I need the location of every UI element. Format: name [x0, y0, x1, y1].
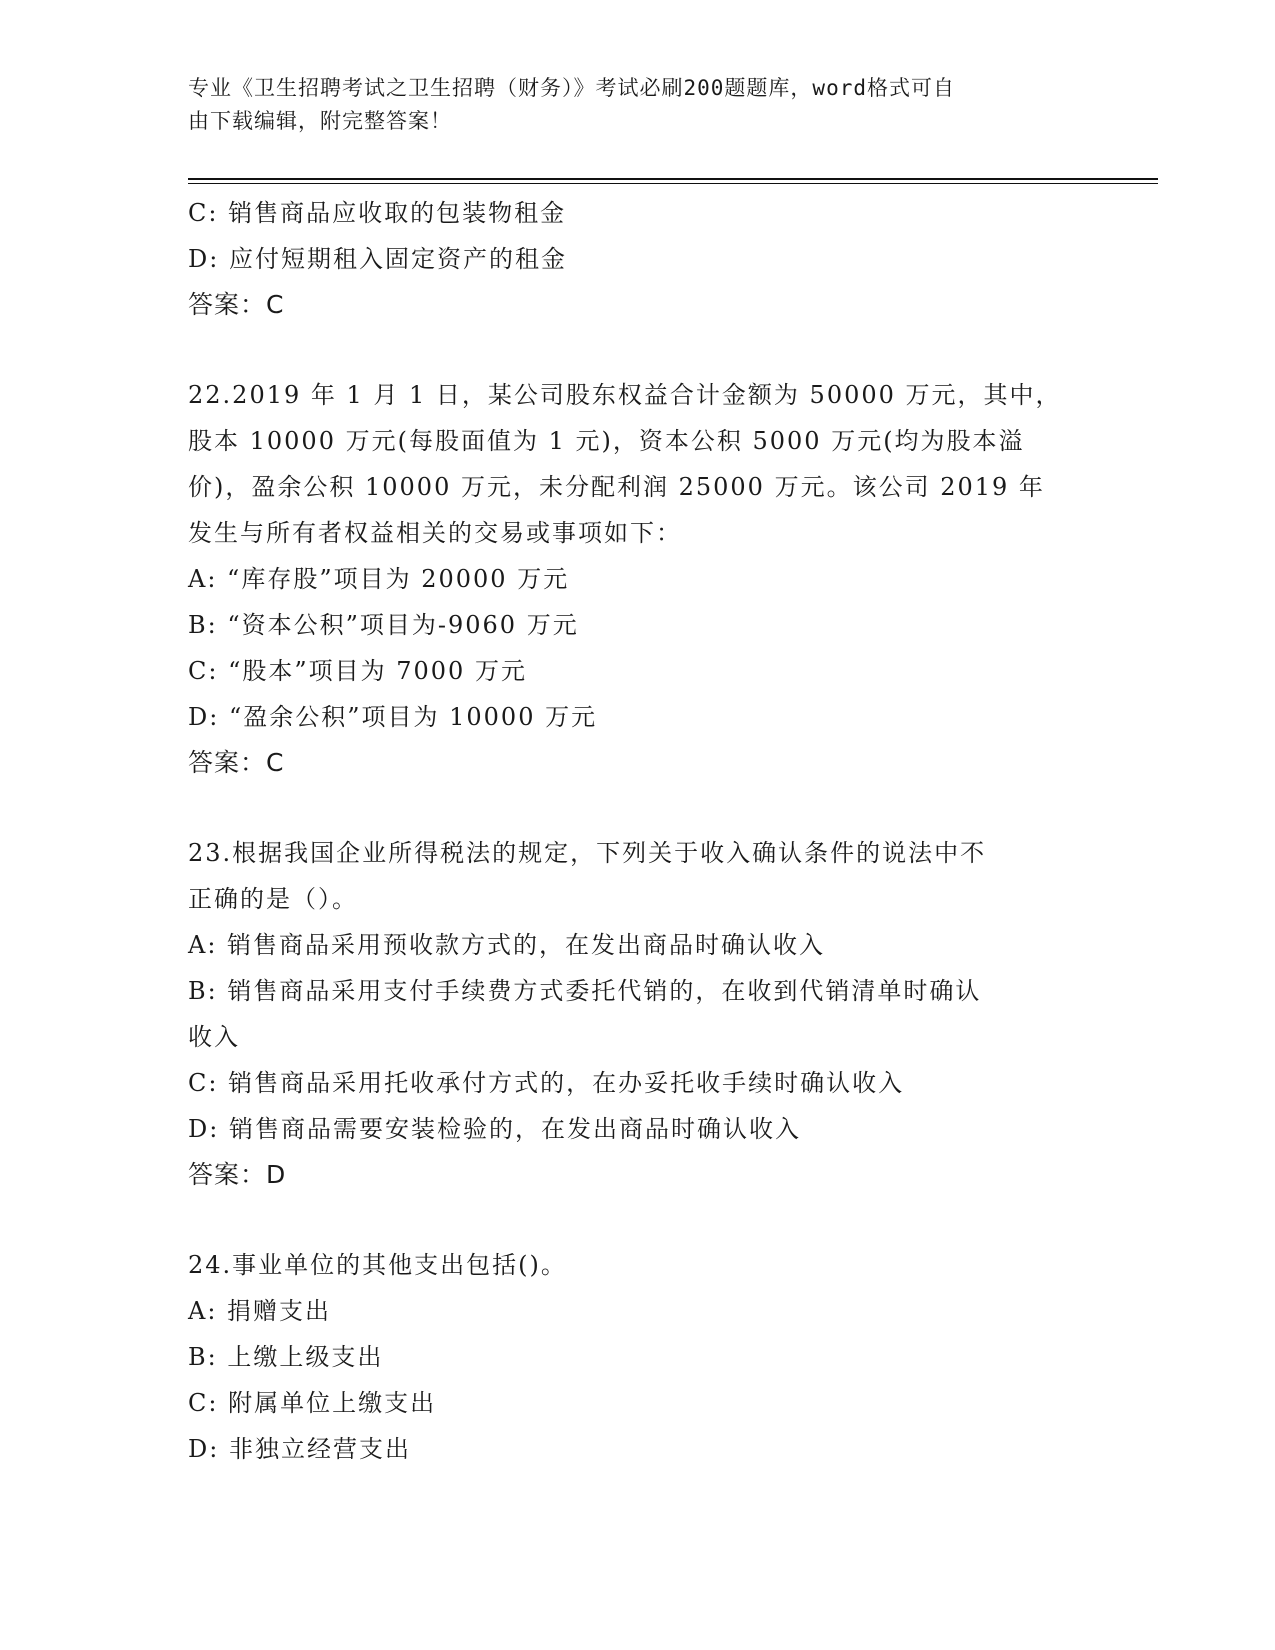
q23-answer: 答案：D	[188, 1160, 287, 1189]
q23-option-c: C: 销售商品采用托收承付方式的，在办妥托收手续时确认收入	[188, 1069, 905, 1097]
header-rule-thin	[188, 183, 1158, 184]
q22-option-b: B: “资本公积”项目为-9060 万元	[188, 611, 579, 639]
q22-stem-line-2: 股本 10000 万元(每股面值为 1 元)，资本公积 5000 万元(均为股本溢	[188, 427, 1025, 455]
q23-stem-line-1: 23.根据我国企业所得税法的规定，下列关于收入确认条件的说法中不	[188, 839, 987, 867]
q23-option-a: A: 销售商品采用预收款方式的，在发出商品时确认收入	[188, 931, 826, 959]
q23-option-d: D: 销售商品需要安装检验的，在发出商品时确认收入	[188, 1115, 801, 1143]
header-line-2: 由下载编辑，附完整答案！	[188, 109, 452, 133]
q23-option-b-line-1: B: 销售商品采用支付手续费方式委托代销的，在收到代销清单时确认	[188, 977, 982, 1005]
question-21-tail	[188, 190, 1088, 328]
header-line-1: 专业《卫生招聘考试之卫生招聘（财务）》考试必刷200题题库，word格式可自	[188, 76, 955, 100]
q23-option-b-line-2: 收入	[188, 1023, 240, 1051]
spacer	[188, 786, 1088, 830]
q21-answer: 答案：C	[188, 290, 285, 319]
q21-option-c: C: 销售商品应收取的包装物租金	[188, 199, 567, 227]
question-24	[188, 1242, 1088, 1472]
q22-stem-line-3: 价)，盈余公积 10000 万元，未分配利润 25000 万元。该公司 2019 年	[188, 473, 1045, 501]
spacer	[188, 328, 1088, 372]
q22-stem-line-1: 22.2019 年 1 月 1 日，某公司股东权益合计金额为 50000 万元，其中，	[188, 381, 1062, 409]
q22-stem-line-4: 发生与所有者权益相关的交易或事项如下：	[188, 519, 682, 547]
q24-option-d: D: 非独立经营支出	[188, 1435, 411, 1463]
q24-option-a: A: 捐赠支出	[188, 1297, 332, 1325]
q24-option-b: B: 上缴上级支出	[188, 1343, 384, 1371]
q22-answer: 答案：C	[188, 748, 285, 777]
q23-stem-line-2: 正确的是（）。	[188, 885, 358, 913]
header-rule-thick	[188, 178, 1158, 180]
q24-option-c: C: 附属单位上缴支出	[188, 1389, 437, 1417]
q24-stem-line-1: 24.事业单位的其他支出包括()。	[188, 1251, 567, 1279]
document-header	[188, 72, 1068, 138]
q22-option-d: D: “盈余公积”项目为 10000 万元	[188, 703, 598, 731]
spacer	[188, 1198, 1088, 1242]
question-list	[188, 190, 1088, 1472]
q21-option-d: D: 应付短期租入固定资产的租金	[188, 245, 567, 273]
q22-option-c: C: “股本”项目为 7000 万元	[188, 657, 527, 685]
q22-option-a: A: “库存股”项目为 20000 万元	[188, 565, 570, 593]
question-23	[188, 830, 1088, 1198]
question-22	[188, 372, 1088, 786]
